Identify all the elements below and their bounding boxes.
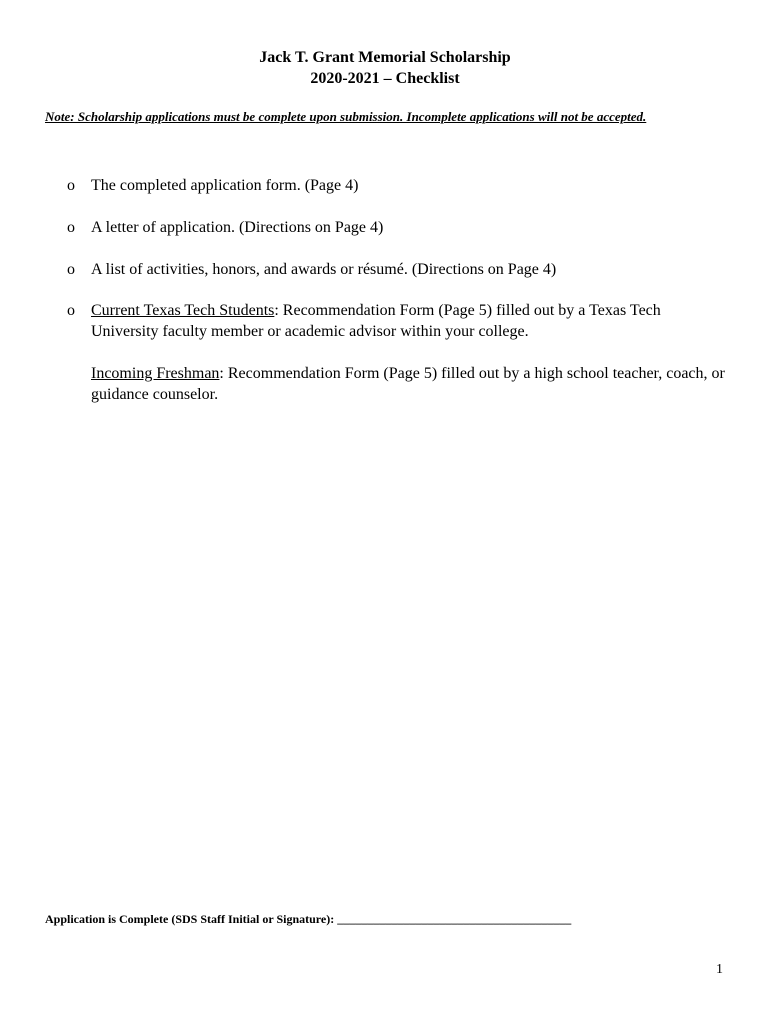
incoming-freshman-label: Incoming Freshman: [91, 365, 220, 382]
checklist-item-text: [91, 300, 731, 342]
bullet-icon: o: [67, 302, 75, 319]
bullet-icon: o: [67, 261, 75, 278]
submission-note: Note: Scholarship applications must be complete upon submission. Incomplete applications will not be accepted.: [45, 109, 647, 124]
checklist-item-text: A list of activities, honors, and awards or résumé. (Directions on Page 4): [91, 261, 557, 278]
checklist-item-text: The completed application form. (Page 4): [91, 177, 359, 194]
page-number: 1: [716, 962, 723, 977]
completion-signature-line: Application is Complete (SDS Staff Initial or Signature): _______________________________________: [45, 912, 572, 926]
bullet-icon: o: [67, 177, 75, 194]
incoming-freshman-text: : Recommendation Form (Page 5) filled out by a high school teacher, coach, or guidance counselor.: [91, 365, 725, 403]
bullet-icon: o: [67, 219, 75, 236]
checklist-item-text: A letter of application. (Directions on Page 4): [91, 219, 384, 236]
document-subtitle: 2020-2021 – Checklist: [310, 70, 460, 87]
current-students-text: : Recommendation Form (Page 5) filled out by a Texas Tech University faculty member or academic advisor within your college.: [91, 302, 661, 340]
checklist-item-text: [91, 363, 731, 405]
current-students-label: Current Texas Tech Students: [91, 302, 275, 319]
document-title: Jack T. Grant Memorial Scholarship: [259, 49, 511, 66]
